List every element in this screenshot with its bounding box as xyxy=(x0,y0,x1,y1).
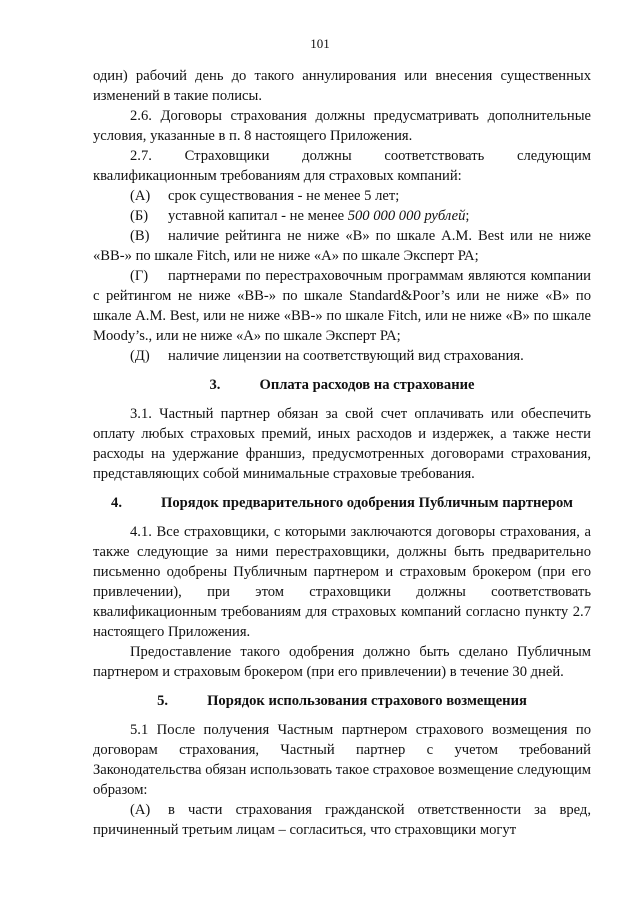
paragraph-5-1: 5.1 После получения Частным партнером страхового возмещения по договорам страхования, Частный партнер с учетом требований Законодательства обязан использовать такое страховое возмещение следующим образом: xyxy=(93,722,591,798)
section-number: 3. xyxy=(209,377,221,393)
list-item-text: наличие рейтинга не ниже «B» по шкале A.M. Best или не ниже «BB-» по шкале Fitch, или не ниже «А» по шкале Эксперт РА; xyxy=(93,228,591,264)
list-item-label: (А) xyxy=(130,802,151,818)
list-item-d xyxy=(93,346,591,366)
section-heading-4 xyxy=(93,493,591,513)
paragraph-2-6: 2.6. Договоры страхования должны предусматривать дополнительные условия, указанные в п. 8 настоящего Приложения. xyxy=(93,108,591,144)
paragraph-3-1: 3.1. Частный партнер обязан за свой счет оплачивать или обеспечить оплату любых страховых премий, иных расходов и издержек, а также нести расходы на удержание франшиз, предусмотренных договорами страхования, представляющих собой минимальные страховые требования. xyxy=(93,406,591,482)
list-item-text: срок существования - не менее 5 лет; xyxy=(168,188,400,204)
list-item-text: партнерами по перестраховочным программам являются компании с рейтингом не ниже «BB-» по шкале Standard&Poor’s или не ниже «B» по шкале A.M. Best, или не ниже «BB-» по шкале Fitch, или не ниже «B» по шкале Moody’s., или не ниже «А» по шкале Эксперт РА; xyxy=(93,268,591,344)
list-item-a xyxy=(93,186,591,206)
paragraph-4-1: 4.1. Все страховщики, с которыми заключаются договоры страхования, а также следующие за ними перестраховщики, должны быть предварительно письменно одобрены Публичным партнером и страховым брокером (при его привлечении), при этом страховщики должны соответствовать квалификационным требованиям для страховых компаний согласно пункту 2.7 настоящего Приложения. xyxy=(93,524,591,640)
list-item-label: (В) xyxy=(130,228,150,244)
section-title: Порядок предварительного одобрения Публичным партнером xyxy=(161,495,573,511)
paragraph-continuation: один) рабочий день до такого аннулирования или внесения существенных изменений в такие полисы. xyxy=(93,68,591,104)
document-body xyxy=(93,66,591,840)
list-item-label: (Г) xyxy=(130,268,149,284)
section-heading-3 xyxy=(93,375,591,395)
paragraph-4-2: Предоставление такого одобрения должно быть сделано Публичным партнером и страховым брокером (при его привлечении) в течение 30 дней. xyxy=(93,644,591,680)
list-item-g xyxy=(93,266,591,346)
section-number: 4. xyxy=(111,495,122,511)
page-number: 101 xyxy=(310,36,330,51)
list-item-b xyxy=(93,206,591,226)
section-title: Оплата расходов на страхование xyxy=(259,377,475,393)
list-item-label: (Д) xyxy=(130,348,150,364)
section-number: 5. xyxy=(157,693,169,709)
list-item-text: уставной капитал - не менее xyxy=(168,208,348,224)
section-heading-5 xyxy=(93,691,591,711)
list-item-text: в части страхования гражданской ответственности за вред, причиненный третьим лицам – согласиться, что страховщики могут xyxy=(93,802,591,838)
list-item-label: (А) xyxy=(130,188,151,204)
list-item-v xyxy=(93,226,591,266)
list-item-text: наличие лицензии на соответствующий вид страхования. xyxy=(168,348,524,364)
list-item-5-a xyxy=(93,800,591,840)
section-title: Порядок использования страхового возмещения xyxy=(207,693,527,709)
capital-amount: 500 000 000 рублей xyxy=(347,208,466,224)
paragraph-2-7: 2.7. Страховщики должны соответствовать следующим квалификационным требованиям для страховых компаний: xyxy=(93,148,591,184)
list-item-label: (Б) xyxy=(130,208,149,224)
list-item-text-end: ; xyxy=(465,208,470,224)
